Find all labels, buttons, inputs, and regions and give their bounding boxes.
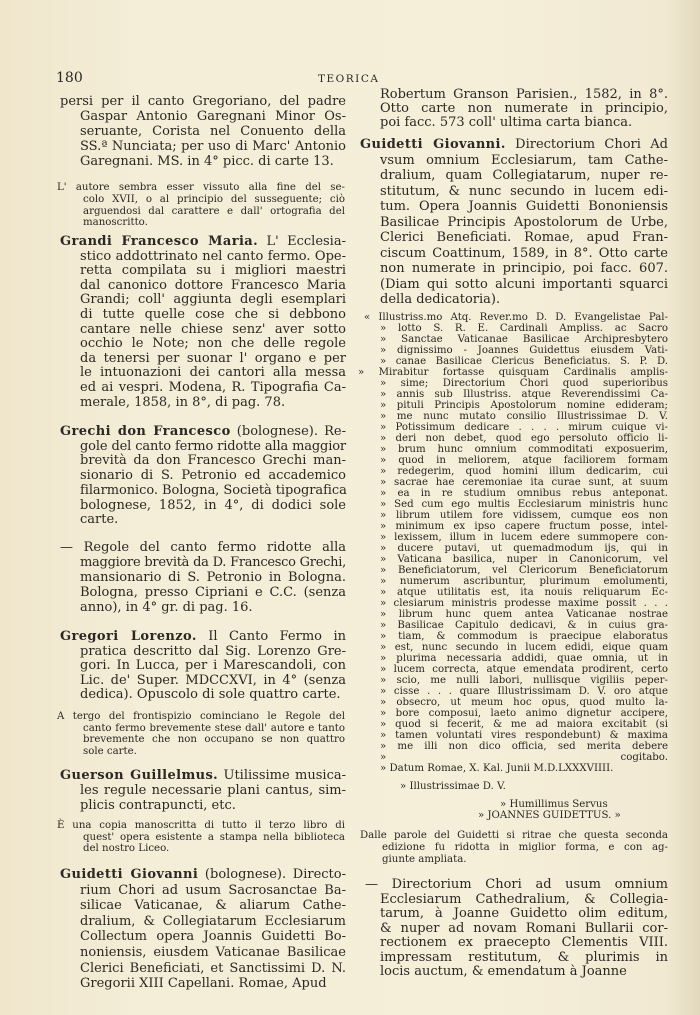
text-line: » est, nunc secundo in lucem edidi, eique quam bbox=[380, 642, 668, 653]
text-line: » minimum ex ipso capere fructum posse, intel- bbox=[380, 521, 668, 532]
entry-text: L' Ecclesia- bbox=[258, 234, 346, 249]
text-line: silicae Vaticanae, & aliarum Cathe- bbox=[80, 898, 346, 914]
text-line: » redegerim, quod homini illum dedicarim, cui bbox=[380, 466, 668, 477]
text-line: » librum hunc quem antea Vaticanae nostrae bbox=[380, 609, 668, 620]
text-line: Gregorii XIII Capellani. Romae, Apud bbox=[80, 976, 327, 992]
text-line: retta compilata su i migliori maestri bbox=[80, 263, 346, 279]
text-line: da tenersi per suonar l' organo e per bbox=[80, 350, 346, 366]
text-line: » Humillimus Servus bbox=[500, 799, 608, 810]
text-line: ed ai vespri. Modena, R. Tipografia Ca- bbox=[80, 380, 346, 395]
text-line bbox=[60, 630, 346, 645]
text-line: Otto carte non numerate in principio, bbox=[380, 101, 668, 116]
text-line: arguendosi dal carattere e dall' ortografia del bbox=[83, 205, 345, 217]
text-line: Basilicae Principis Apostolorum de Urbe, bbox=[380, 214, 668, 230]
entry-text: Directorium Chori Ad bbox=[505, 137, 668, 152]
text-line: » me nunc mutato consilio Illustrissimae D. V. bbox=[380, 411, 668, 422]
text-line: « Illustriss.mo Atq. Rever.mo D. D. Evangelistae Pal- bbox=[364, 312, 668, 323]
text-line: » lotto S. R. E. Cardinali Ampliss. ac Sacro bbox=[380, 323, 668, 334]
text-line: » clesiarum ministris prodesse maxime possit . . . bbox=[380, 598, 668, 609]
text-line: dal canonico dottore Francesco Maria bbox=[80, 277, 346, 293]
text-line: Clerici Beneficiati. Romae, apud Fran- bbox=[380, 230, 668, 245]
text-line: Bologna, presso Cipriani e C.C. (senza bbox=[80, 585, 346, 600]
text-line: » dignissimo - Joannes Guidettus eiusdem Vati- bbox=[380, 345, 668, 356]
entry-text: (bolognese). Directo- bbox=[198, 867, 346, 882]
text-line: tarum, à Joanne Guidetto olim editum, bbox=[380, 906, 668, 921]
text-line: di tutte quelle cose che si debbono bbox=[80, 307, 346, 322]
text-line: giunte ampliata. bbox=[382, 854, 467, 865]
text-line: dralium, quam Collegiatarum, nuper re- bbox=[380, 168, 668, 183]
page-number: 180 bbox=[56, 70, 83, 86]
text-line: » lexissem, illum in lucem edere summopere con- bbox=[380, 532, 668, 543]
text-line: » Beneficiatorum, vel Clericorum Beneficiatorum bbox=[380, 565, 668, 576]
text-line: persi per il canto Gregoriano, del padre bbox=[60, 94, 346, 109]
text-line: canto fermo brevemente stese dall' autore e tanto bbox=[83, 722, 345, 734]
text-line: È una copia manoscritta di tutto il terzo libro di bbox=[57, 820, 345, 831]
text-line: » sime; Directorium Chori quod superioribus bbox=[380, 378, 668, 389]
text-line: » annis sub Illustriss. atque Reverendissimi Ca- bbox=[380, 389, 668, 400]
text-line: occhio le Note; non che delle regole bbox=[80, 336, 346, 352]
text-line: dralium, & Collegiatarum Ecclesiarum bbox=[80, 913, 346, 929]
text-line: Gaspar Antonio Garegnani Minor Os- bbox=[80, 109, 346, 124]
text-line: » tiam, & commodum is praecipue elaboratus bbox=[380, 631, 668, 642]
text-line bbox=[360, 137, 668, 153]
text-line: edizione fu ridotta in miglior forma, e con ag- bbox=[382, 842, 668, 853]
text-line: le intuonazioni dei cantori alla messa bbox=[80, 365, 346, 381]
text-line: merale, 1858, in 8°, di pag. 78. bbox=[80, 394, 286, 410]
text-line: rium Chori ad usum Sacrosanctae Ba- bbox=[80, 882, 346, 898]
text-line: bolognese, 1852, in 4°, di dodici sole bbox=[80, 497, 346, 513]
entry-headword: Gregori Lorenzo. bbox=[60, 629, 197, 644]
text-line: » cisse . . . quare Illustrissimam D. V. oro atque bbox=[380, 686, 668, 697]
text-line: dedica). Opuscolo di sole quattro carte. bbox=[80, 687, 341, 702]
text-line: » Basilicae Capitulo dedicavi, & in cuius gra- bbox=[380, 620, 668, 631]
text-line: » canae Basilicae Clericus Beneficiatus. S. P. D. bbox=[380, 356, 668, 367]
text-line: brevemente che non occupano se non quattro bbox=[83, 734, 345, 746]
text-line: poi facc. 573 coll' ultima carta bianca. bbox=[380, 115, 633, 130]
entry-headword: Guidetti Giovanni. bbox=[360, 137, 506, 152]
text-line: » quod in meliorem, atque faciliorem formam bbox=[380, 455, 668, 466]
text-line: » Datum Romae, X. Kal. Junii M.D.LXXXVIIII. bbox=[380, 763, 614, 774]
text-line: » plurima necessaria addidi, quae omnia, ut in bbox=[380, 653, 668, 664]
text-line: Grandi; coll' aggiunta degli esemplari bbox=[80, 292, 346, 308]
running-head: TEORICA bbox=[318, 73, 380, 85]
text-line: — Directorium Chori ad usum omnium bbox=[365, 877, 668, 892]
text-line: anno), in 4° gr. di pag. 16. bbox=[80, 600, 253, 615]
text-line: » ea in re studium omnibus rebus anteponat. bbox=[380, 488, 668, 499]
text-line: — Regole del canto fermo ridotte alla bbox=[60, 540, 346, 555]
text-line: mansionario di S. Petronio in Bologna. bbox=[80, 570, 346, 585]
text-line: del nostro Liceo. bbox=[83, 843, 170, 854]
text-line: » Sanctae Vaticanae Basilicae Archipresbytero bbox=[380, 334, 668, 345]
entry-headword: Grechi don Francesco bbox=[60, 424, 231, 439]
text-line: filarmonico. Bologna, Società tipografica bbox=[80, 482, 347, 498]
text-line: Collectum opera Joannis Guidetti Bo- bbox=[80, 929, 346, 945]
text-line: Garegnani. MS. in 4° picc. di carte 13. bbox=[80, 154, 334, 169]
text-line: Lic. de' Super. MDCCXVI, in 4° (senza bbox=[80, 672, 346, 688]
text-line: impressam restitutum, & plurimis in bbox=[380, 949, 668, 965]
text-line: carte. bbox=[80, 512, 119, 528]
text-line: » cogitabo. bbox=[380, 752, 668, 763]
text-line: » Sed cum ego multis Ecclesiarum ministris hunc bbox=[380, 499, 668, 510]
text-line: » lucem correcta, atque emendata prodirent, certo bbox=[380, 664, 668, 675]
text-line: » JOANNES GUIDETTUS. » bbox=[478, 810, 621, 821]
text-line: rectionem ex praecepto Clementis VIII. bbox=[380, 935, 668, 950]
text-line: pratica descritto dal Sig. Lorenzo Gre- bbox=[80, 643, 346, 659]
text-line: stico addottrinato nel canto fermo. Ope- bbox=[80, 248, 346, 264]
text-line: » deri non debet, quod ego persoluto officio li- bbox=[380, 433, 668, 444]
text-line: brevità da don Francesco Grechi man- bbox=[80, 453, 346, 469]
entry-text: Il Canto Fermo in bbox=[196, 629, 346, 644]
text-line: » atque utilitatis est, ita nouis reliquarum Ec- bbox=[380, 587, 668, 598]
text-line: (Diam qui sotto alcuni importanti squarci bbox=[380, 276, 668, 292]
text-line: » bore composui, laeto animo dignetur accipere, bbox=[380, 708, 668, 719]
text-line: locis auctum, & emendatum à Joanne bbox=[380, 964, 627, 979]
text-line: Robertum Granson Parisien., 1582, in 8°. bbox=[380, 87, 668, 102]
text-line: » pituli Principis Apostolorum nomine edideram; bbox=[380, 400, 668, 411]
text-line bbox=[60, 235, 346, 250]
text-line: ciscum Coattinum, 1589, in 8°. Otto carte bbox=[380, 245, 668, 261]
text-line: les regule necessarie plani cantus, sim- bbox=[80, 783, 346, 798]
text-line: vsum omnium Ecclesiarum, tam Cathe- bbox=[380, 152, 668, 168]
text-line: gori. In Lucca, per i Marescandoli, con bbox=[80, 658, 346, 673]
text-line: maggiore brevità da D. Francesco Grechi, bbox=[80, 555, 346, 570]
text-line bbox=[60, 867, 346, 883]
text-line: plicis contrapuncti, etc. bbox=[80, 798, 236, 813]
text-line: seruante, Corista nel Conuento della bbox=[80, 124, 346, 139]
entry-headword: Grandi Francesco Maria. bbox=[60, 234, 259, 249]
text-line: sionario di S. Petronio ed accademico bbox=[80, 468, 346, 484]
text-line: noniensis, eiusdem Vaticanae Basilicae bbox=[80, 945, 346, 960]
text-line: » Mirabitur fortasse quisquam Cardinalis amplis- bbox=[358, 367, 668, 378]
text-line bbox=[60, 425, 346, 440]
text-line: » me illi non dico officia, sed merita debere bbox=[380, 741, 668, 752]
text-line: quest' opera esistente a stampa nella biblioteca bbox=[83, 831, 345, 843]
entry-text: Utilissime musica- bbox=[218, 768, 346, 783]
text-line: » Potissimum dedicare . . . . mirum cuique vi- bbox=[380, 422, 668, 433]
text-line: » scio, me nulli labori, nullisque vigiliis peper- bbox=[380, 675, 668, 686]
text-line: » Illustrissimae D. V. bbox=[400, 781, 506, 792]
text-line: sole carte. bbox=[83, 746, 137, 758]
text-line: » numerum ascribuntur, plurimum emolumenti, bbox=[380, 576, 668, 587]
text-line: tum. Opera Joannis Guidetti Bononiensis bbox=[380, 199, 668, 214]
text-line: colo XVII, o al principio del susseguente; ciò bbox=[83, 193, 345, 205]
text-line: della dedicatoria). bbox=[380, 292, 501, 307]
text-line: » obsecro, ut meum hoc opus, quod multo la- bbox=[380, 697, 668, 708]
text-line: SS.ª Nunciata; per uso di Marc' Antonio bbox=[80, 139, 346, 154]
text-line: Dalle parole del Guidetti si ritrae che questa seconda bbox=[360, 830, 668, 841]
text-line: stitutum, & nunc secundo in lucem edi- bbox=[380, 183, 668, 199]
text-line: » sacrae hae ceremoniae ita curae sunt, at suum bbox=[380, 477, 668, 488]
text-line: manoscritto. bbox=[83, 217, 148, 229]
text-line: A tergo del frontispizio cominciano le Regole del bbox=[57, 711, 345, 722]
entry-headword: Guerson Guillelmus. bbox=[60, 768, 219, 783]
text-line: Clerici Beneficiati, et Sanctissimi D. N. bbox=[80, 960, 346, 976]
entry-headword: Guidetti Giovanni bbox=[60, 867, 199, 882]
text-line: » brum hunc omnium commoditati exposuerim, bbox=[380, 444, 668, 455]
text-line bbox=[60, 768, 346, 783]
entry-text: (bolognese). Re- bbox=[230, 424, 346, 439]
text-line: L' autore sembra esser vissuto alla fine del se- bbox=[57, 182, 345, 193]
text-line: & nuper ad novam Romani Bullarii cor- bbox=[380, 920, 668, 936]
text-line: gole del canto fermo ridotte alla maggior bbox=[80, 438, 346, 454]
text-line: Ecclesiarum Cathedralium, & Collegia- bbox=[380, 891, 668, 907]
text-line: » Vaticana basilica, nuper in Canonicorum, vel bbox=[380, 554, 668, 565]
text-line: non numerate in principio, poi facc. 607. bbox=[380, 261, 668, 276]
text-line: » quod si fecerit, & me ad maiora excitabit (si bbox=[380, 719, 668, 730]
text-line: » librum utilem fore vidissem, cumque eos non bbox=[380, 510, 668, 521]
text-line: » tamen voluntati vires respondebunt) & maxima bbox=[380, 730, 668, 741]
text-line: cantare nelle chiese senz' aver sotto bbox=[80, 321, 346, 337]
text-line: » ducere putavi, ut quemadmodum ijs, qui in bbox=[380, 543, 668, 554]
